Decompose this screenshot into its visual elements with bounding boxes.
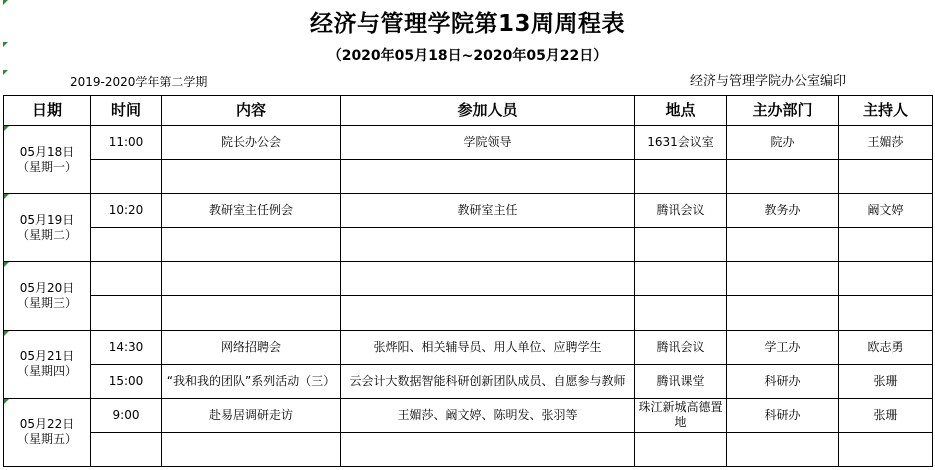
date-text: 05月20日 (19, 280, 75, 295)
date-range: （2020年05月18日~2020年05月22日） (327, 48, 608, 64)
table-row (4, 262, 933, 296)
host-cell: 张珊 (839, 364, 933, 398)
dept-cell (727, 432, 839, 466)
time-cell: 15:00 (91, 364, 162, 398)
content-cell (162, 432, 341, 466)
table-row (4, 432, 933, 466)
host-cell: 欧志勇 (839, 330, 933, 364)
location-cell: 腾讯课堂 (635, 364, 727, 398)
participants-cell: 张烨阳、相关辅导员、用人单位、应聘学生 (341, 330, 635, 364)
host-cell: 王媚莎 (839, 125, 933, 159)
host-cell (839, 296, 933, 330)
time-cell (91, 160, 162, 194)
host-cell (839, 160, 933, 194)
date-cell (4, 262, 91, 330)
time-cell: 9:00 (91, 398, 162, 432)
col-header-host: 主持人 (839, 96, 933, 126)
dept-cell: 学工办 (727, 330, 839, 364)
page-title: 经济与管理学院第13周周程表 (309, 10, 625, 37)
dept-cell: 教务办 (727, 194, 839, 228)
location-cell: 1631会议室 (635, 125, 727, 159)
time-cell: 11:00 (91, 125, 162, 159)
content-cell: 网络招聘会 (162, 330, 341, 364)
location-cell (635, 296, 727, 330)
host-cell: 阚文婷 (839, 194, 933, 228)
participants-cell (341, 160, 635, 194)
participants-cell: 教研室主任 (341, 194, 635, 228)
location-cell: 珠江新城高德置地 (635, 398, 727, 432)
time-cell (91, 432, 162, 466)
content-cell (162, 160, 341, 194)
content-cell: 教研室主任例会 (162, 194, 341, 228)
content-cell (162, 296, 341, 330)
participants-cell: 学院领导 (341, 125, 635, 159)
content-cell (162, 262, 341, 296)
table-row (4, 364, 933, 398)
table-row (4, 296, 933, 330)
location-cell (635, 160, 727, 194)
participants-cell: 王媚莎、阚文婷、陈明发、张羽等 (341, 398, 635, 432)
dept-cell (727, 296, 839, 330)
host-cell: 张珊 (839, 398, 933, 432)
table-row (4, 228, 933, 262)
participants-cell: 云会计大数据智能科研创新团队成员、自愿参与教师 (341, 364, 635, 398)
col-header-participants: 参加人员 (341, 96, 635, 126)
content-cell: 赴易居调研走访 (162, 398, 341, 432)
participants-cell (341, 432, 635, 466)
weekday-text: （星期一） (16, 159, 77, 174)
date-cell (4, 194, 91, 262)
host-cell (839, 262, 933, 296)
weekday-text: （星期四） (16, 364, 77, 379)
col-header-date: 日期 (4, 96, 91, 126)
dept-cell: 科研办 (727, 364, 839, 398)
participants-cell (341, 228, 635, 262)
col-header-content: 内容 (162, 96, 341, 126)
date-text: 05月22日 (19, 417, 75, 432)
date-text: 05月19日 (19, 212, 75, 227)
time-cell: 14:30 (91, 330, 162, 364)
host-cell (839, 228, 933, 262)
time-cell: 10:20 (91, 194, 162, 228)
col-header-time: 时间 (91, 96, 162, 126)
location-cell: 腾讯会议 (635, 330, 727, 364)
time-cell (91, 296, 162, 330)
content-cell: 院长办公会 (162, 125, 341, 159)
location-cell (635, 228, 727, 262)
date-text: 05月21日 (19, 349, 75, 364)
content-cell: “我和我的团队”系列活动（三） (162, 364, 341, 398)
col-header-dept: 主办部门 (727, 96, 839, 126)
participants-cell (341, 296, 635, 330)
weekday-text: （星期三） (16, 295, 77, 310)
dept-cell (727, 228, 839, 262)
semester-label: 2019-2020学年第二学期 (70, 75, 208, 89)
location-cell: 腾讯会议 (635, 194, 727, 228)
table-row (4, 125, 933, 159)
host-cell (839, 432, 933, 466)
schedule-table (3, 95, 933, 467)
dept-cell (727, 160, 839, 194)
table-row (4, 330, 933, 364)
dept-cell (727, 262, 839, 296)
date-cell (4, 330, 91, 398)
weekday-text: （星期二） (16, 227, 77, 242)
content-cell (162, 228, 341, 262)
table-row (4, 398, 933, 432)
location-cell (635, 262, 727, 296)
date-text: 05月18日 (19, 144, 75, 159)
issuer-label: 经济与管理学院办公室编印 (690, 74, 847, 89)
dept-cell: 院办 (727, 125, 839, 159)
time-cell (91, 262, 162, 296)
weekday-text: （星期五） (16, 432, 77, 447)
location-cell (635, 432, 727, 466)
table-row (4, 194, 933, 228)
dept-cell: 科研办 (727, 398, 839, 432)
col-header-location: 地点 (635, 96, 727, 126)
time-cell (91, 228, 162, 262)
participants-cell (341, 262, 635, 296)
date-cell (4, 125, 91, 193)
table-row (4, 160, 933, 194)
header-row (4, 96, 933, 126)
date-cell (4, 398, 91, 466)
